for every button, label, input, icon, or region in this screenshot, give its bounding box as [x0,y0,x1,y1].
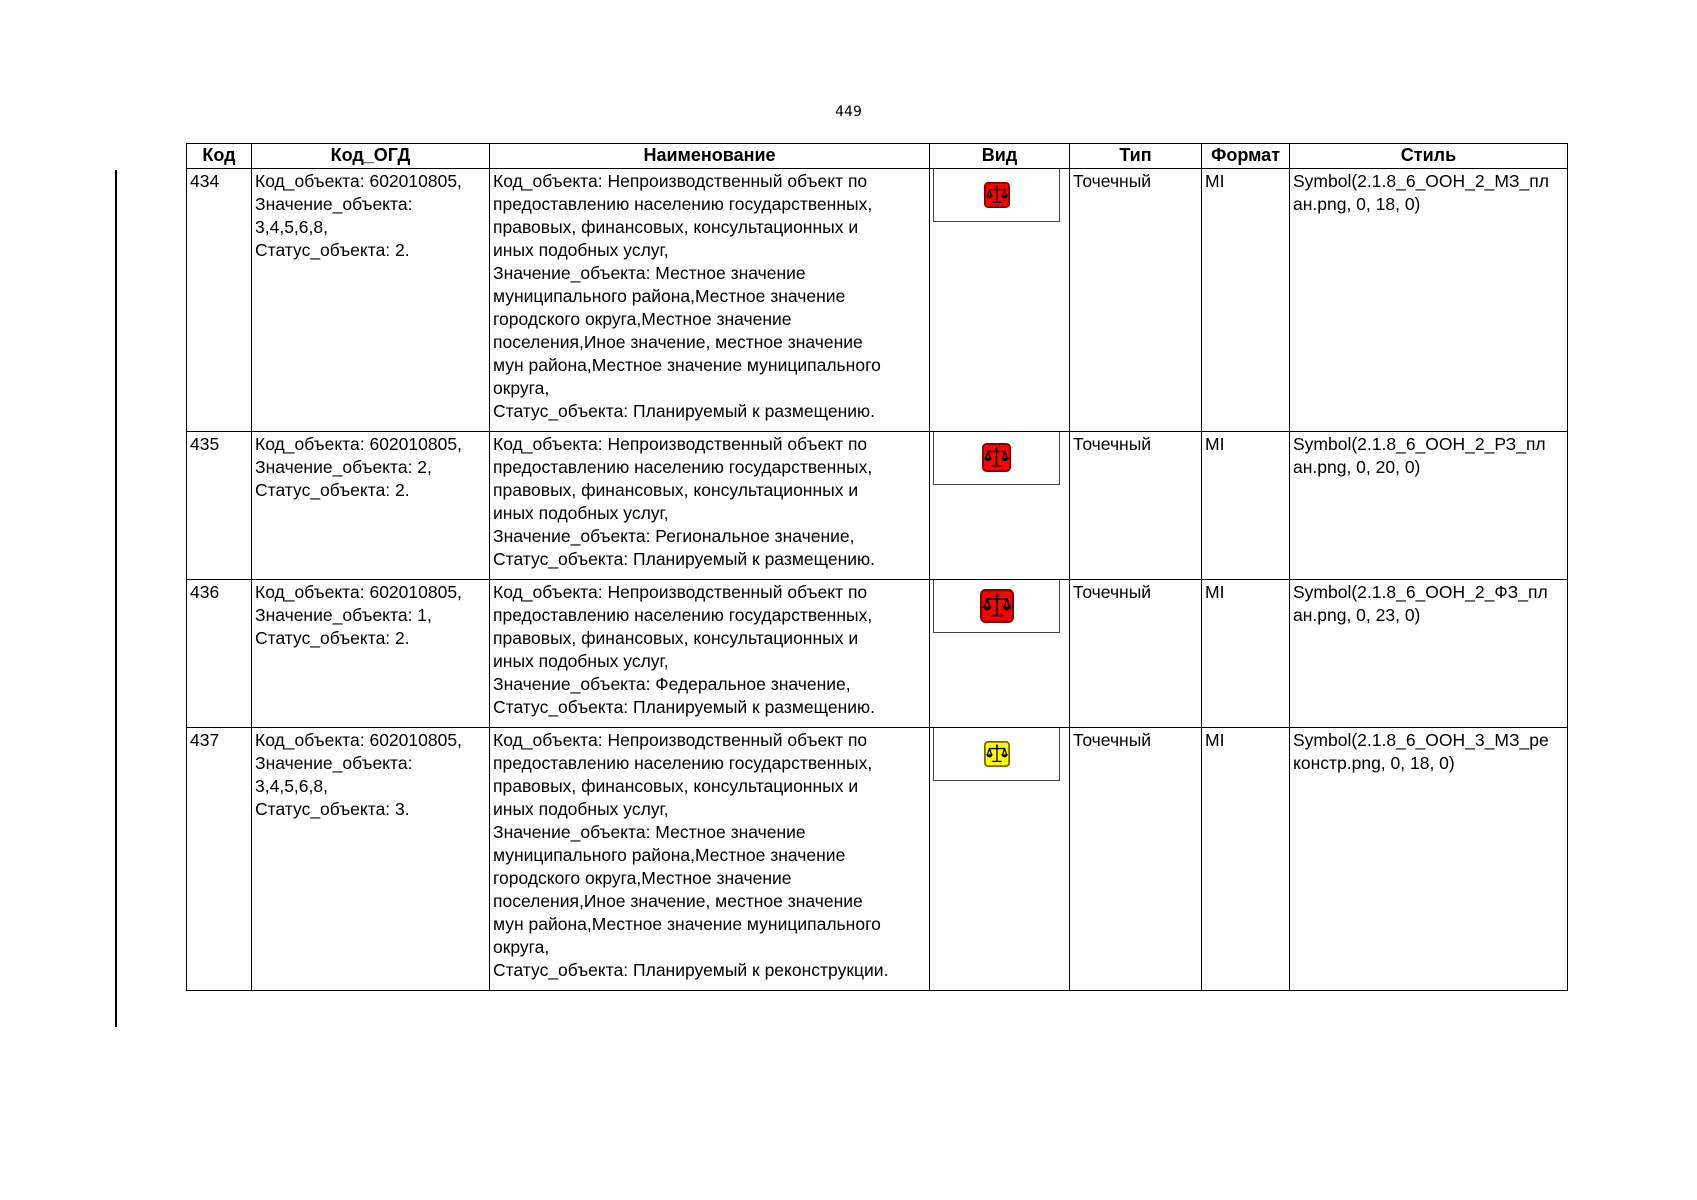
cell-kod: 436 [187,580,252,728]
symbol-preview-box [933,168,1060,222]
cell-naimenovanie: Код_объекта: Непроизводственный объект по предоставлению населению государственных, правовых, финансовых, консультационных и иных подобных услуг, Значение_объекта: Местное значение муниципального района,Местное значение городского округа,Местное значение поселения,Иное значение, местное значение мун района,Местное значение муниципального округа, Статус_объекта: Планируемый к реконструкции. [490,728,930,991]
cell-format: MI [1202,169,1290,432]
scales-icon [984,182,1010,208]
cell-tip: Точечный [1070,580,1202,728]
cell-kod: 434 [187,169,252,432]
cell-vid [930,580,1070,728]
header-kod: Код [187,144,252,169]
header-kod-ogd: Код_ОГД [252,144,490,169]
table-row [187,580,1568,728]
symbol-registry-table [186,143,1568,991]
cell-kod: 437 [187,728,252,991]
margin-line [115,170,117,1027]
cell-stil: Symbol(2.1.8_6_ООН_3_МЗ_ре констр.png, 0, 18, 0) [1290,728,1568,991]
header-naimenovanie: Наименование [490,144,930,169]
header-stil: Стиль [1290,144,1568,169]
table-row [187,432,1568,580]
cell-format: MI [1202,432,1290,580]
cell-tip: Точечный [1070,169,1202,432]
table-row [187,728,1568,991]
cell-kod-ogd: Код_объекта: 602010805, Значение_объекта: 3,4,5,6,8, Статус_объекта: 3. [252,728,490,991]
scales-icon [982,443,1011,472]
cell-format: MI [1202,728,1290,991]
cell-format: MI [1202,580,1290,728]
cell-stil: Symbol(2.1.8_6_ООН_2_МЗ_пл ан.png, 0, 18, 0) [1290,169,1568,432]
header-format: Формат [1202,144,1290,169]
scales-icon [980,589,1014,623]
cell-stil: Symbol(2.1.8_6_ООН_2_РЗ_пл ан.png, 0, 20, 0) [1290,432,1568,580]
page-number: 449 [835,104,862,120]
cell-naimenovanie: Код_объекта: Непроизводственный объект по предоставлению населению государственных, правовых, финансовых, консультационных и иных подобных услуг, Значение_объекта: Региональное значение, Статус_объекта: Планируемый к размещению. [490,432,930,580]
cell-naimenovanie: Код_объекта: Непроизводственный объект по предоставлению населению государственных, правовых, финансовых, консультационных и иных подобных услуг, Значение_объекта: Федеральное значение, Статус_объекта: Планируемый к размещению. [490,580,930,728]
cell-vid [930,432,1070,580]
cell-tip: Точечный [1070,728,1202,991]
symbol-preview-box [933,727,1060,781]
table-row [187,169,1568,432]
cell-naimenovanie: Код_объекта: Непроизводственный объект по предоставлению населению государственных, правовых, финансовых, консультационных и иных подобных услуг, Значение_объекта: Местное значение муниципального района,Местное значение городского округа,Местное значение поселения,Иное значение, местное значение мун района,Местное значение муниципального округа, Статус_объекта: Планируемый к размещению. [490,169,930,432]
header-tip: Тип [1070,144,1202,169]
header-row [187,144,1568,169]
cell-vid [930,169,1070,432]
symbol-preview-box [933,579,1060,633]
scales-icon [984,741,1010,767]
cell-vid [930,728,1070,991]
header-vid: Вид [930,144,1070,169]
cell-stil: Symbol(2.1.8_6_ООН_2_ФЗ_пл ан.png, 0, 23, 0) [1290,580,1568,728]
cell-tip: Точечный [1070,432,1202,580]
cell-kod-ogd: Код_объекта: 602010805, Значение_объекта: 3,4,5,6,8, Статус_объекта: 2. [252,169,490,432]
cell-kod-ogd: Код_объекта: 602010805, Значение_объекта: 2, Статус_объекта: 2. [252,432,490,580]
cell-kod-ogd: Код_объекта: 602010805, Значение_объекта: 1, Статус_объекта: 2. [252,580,490,728]
cell-kod: 435 [187,432,252,580]
symbol-preview-box [933,431,1060,485]
